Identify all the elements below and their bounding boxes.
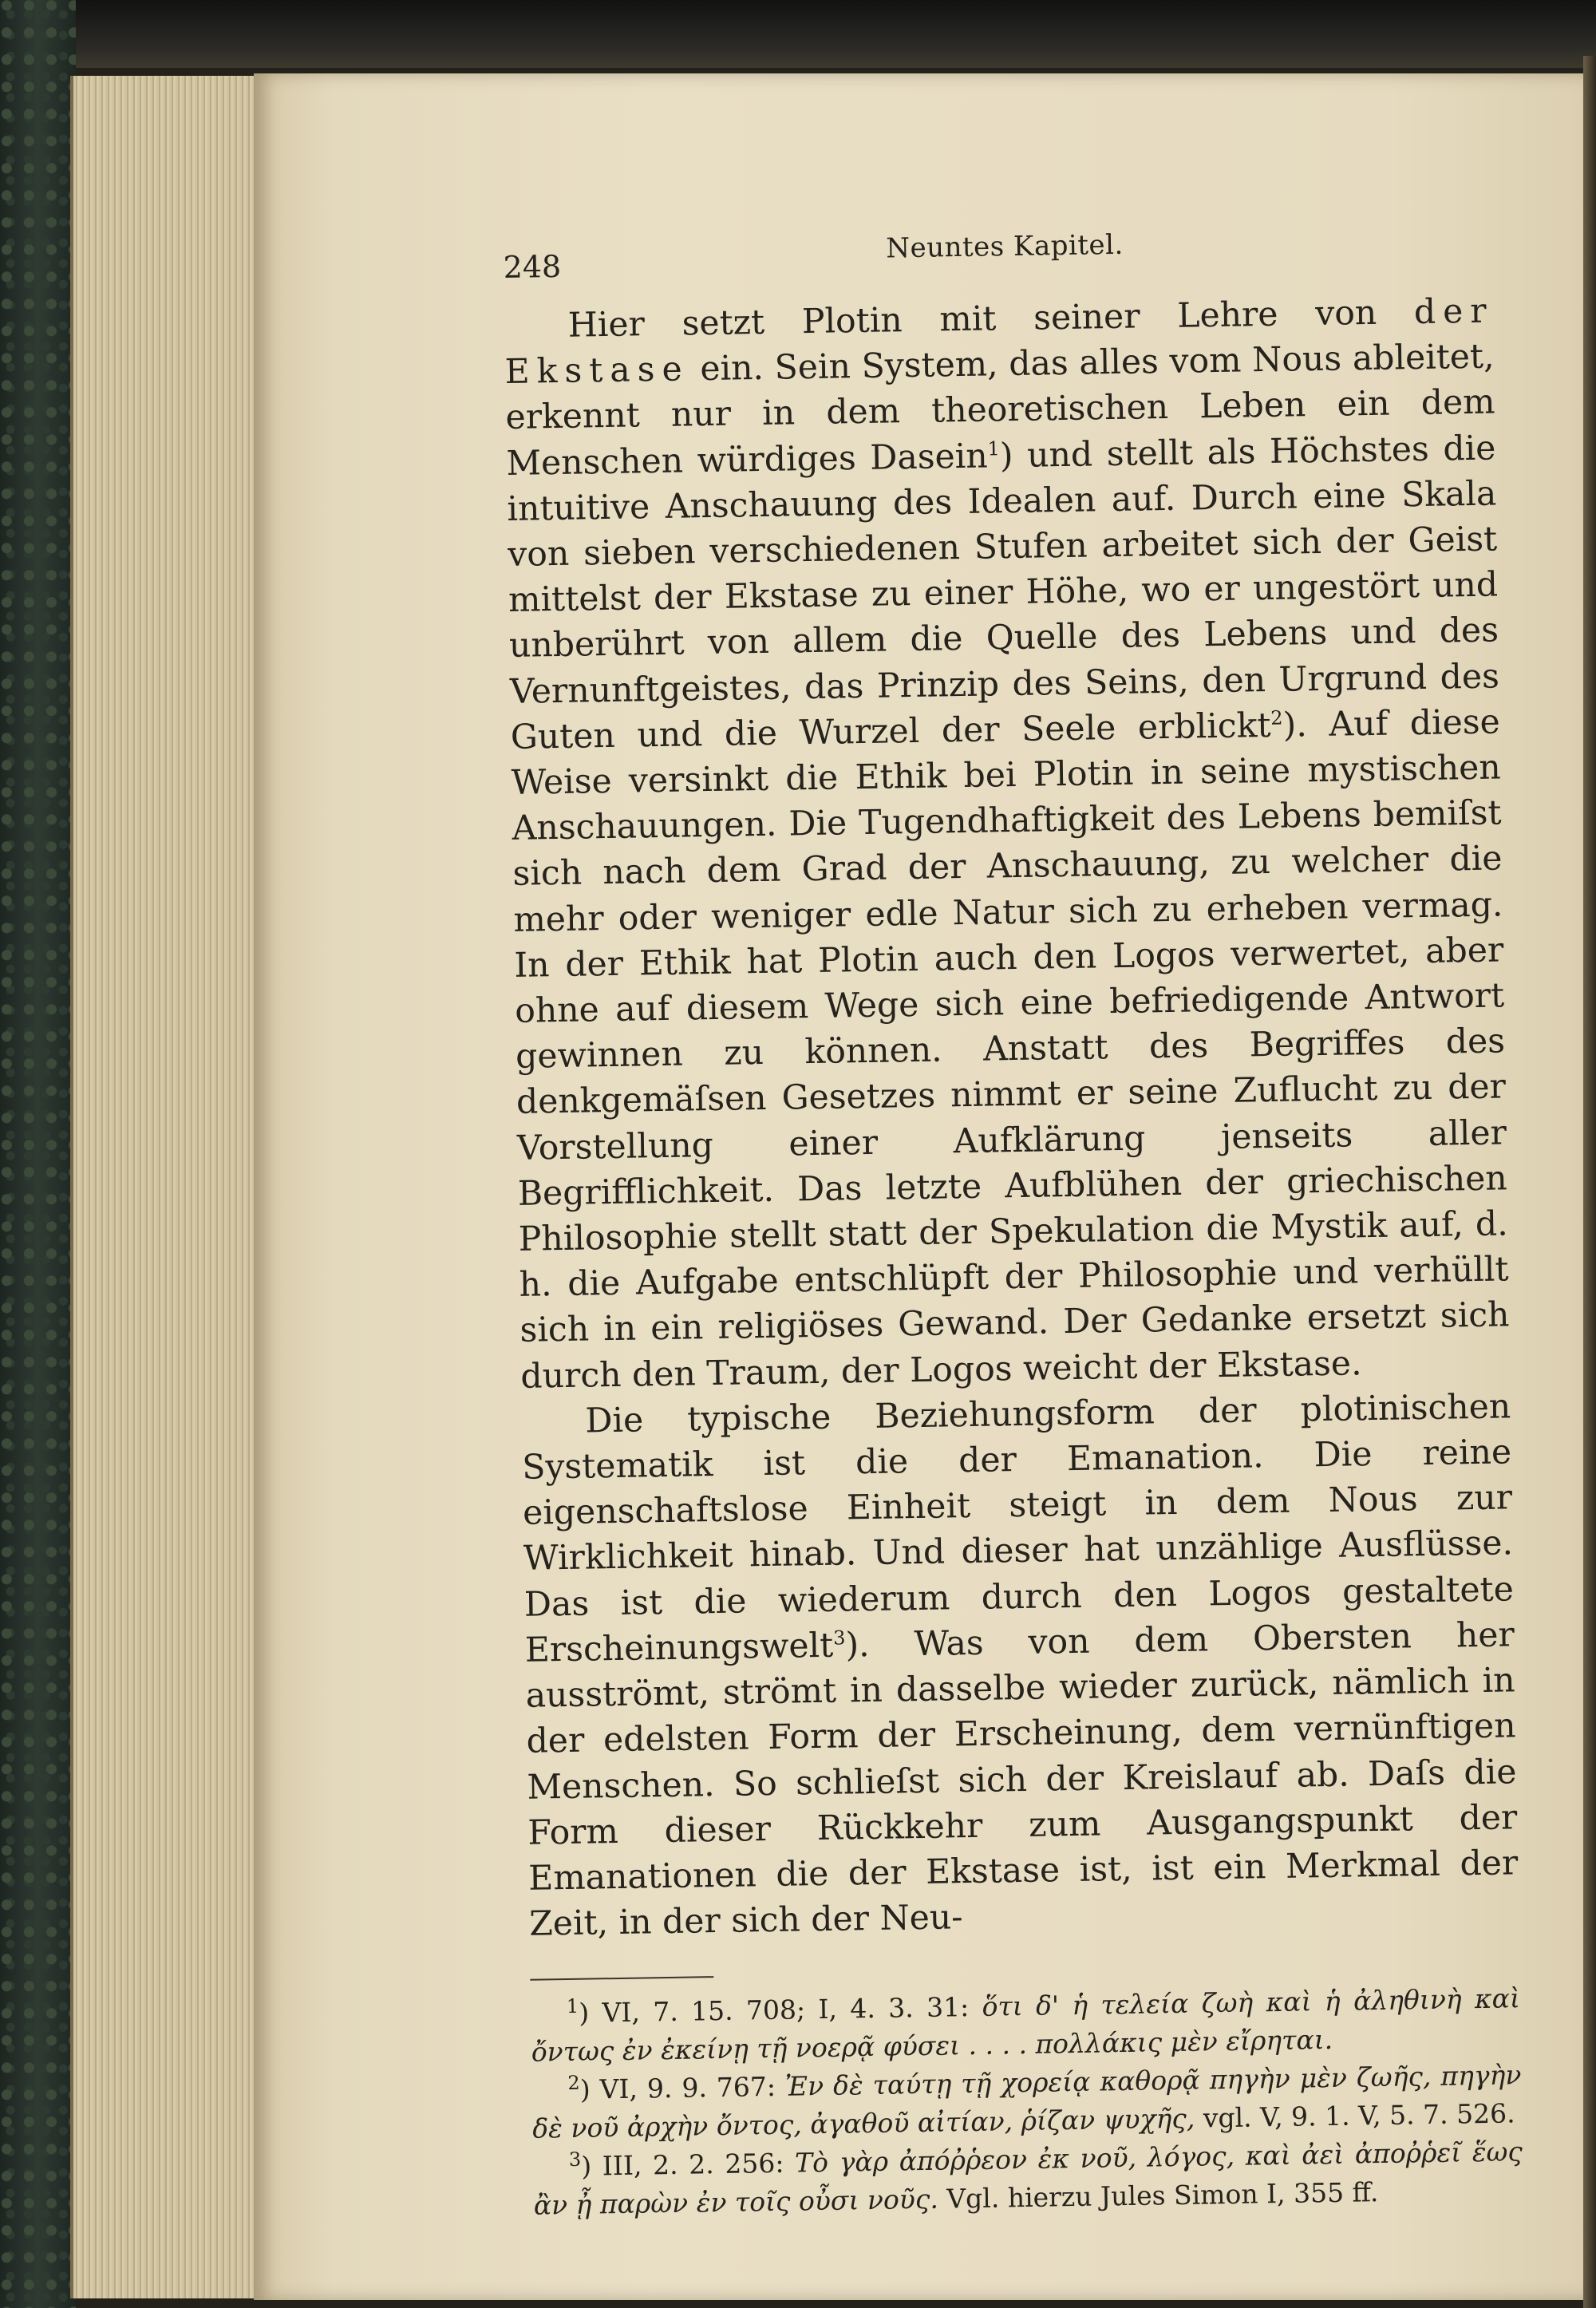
- page-content: [503, 220, 1523, 2225]
- text-run: ) und stellt als Höchstes die intuitive Anschauung des Idealen auf. Durch eine Skala von sieben verschiedenen Stufen arbeitet sich der Geist mittelst der Ekstase zu einer Höhe, wo er ungestört und unberührt von allem die Quelle des Lebens und des Vernunftgeistes, das Prinzip des Seins, den Urgrund des Guten und die Wurzel der Seele erblickt: [507, 429, 1500, 757]
- footnote-3: [533, 2133, 1523, 2225]
- emphasized-text: der Ekstase: [504, 291, 1495, 393]
- text-run: Hier setzt Plotin mit seiner Lehre von: [567, 293, 1377, 346]
- greek-quotation: Ἐν δὲ ταύτῃ τῇ χορείᾳ καθορᾷ πηγὴν μὲν ζωῆς, πηγὴν δὲ νοῦ ἀρχὴν ὄντος, ἀγαθοῦ αἰτίαν, ῥίζαν ψυχῆς,: [531, 2059, 1522, 2145]
- footnote-reference: ) VI, 9. 9. 767:: [579, 2071, 776, 2106]
- footnote-reference: ) VI, 7. 15. 708; I, 4. 3. 31:: [578, 1991, 970, 2029]
- text-run: ). Auf diese Weise versinkt die Ethik bei Plotin in seine mystischen Anschauungen. Die Tugendhaftigkeit des Lebens bemiſst sich nach dem Grad der Anschauung, zu welcher die mehr oder weniger edle Natur sich zu erheben vermag. In der Ethik hat Plotin auch den Logos verwertet, aber ohne auf diesem Wege sich eine befriedigende Antwort gewinnen zu können. Anstatt des Begriffes des denkgemäſsen Gesetzes nimmt er seine Zuflucht zu der Vorstellung einer Aufklärung jenseits aller Begrifflichkeit. Das letzte Aufblühen der griechischen Philosophie stellt statt der Spekulation die Mystik auf, d. h. die Aufgabe entschlüpft der Philosophie und verhüllt sich in ein religiöses Gewand. Der Gedanke ersetzt sich durch den Traum, der Logos weicht der Ekstase.: [511, 702, 1510, 1397]
- running-head: Neuntes Kapitel.: [886, 228, 1124, 265]
- paragraph-2: [521, 1384, 1519, 1947]
- text-run: ein. Sein System, das alles vom Nous ableitet, erkennt nur in dem theoretischen Leben ein dem Menschen würdiges Dasein: [505, 337, 1495, 484]
- footnote-reference: ) III, 2. 2. 256:: [580, 2148, 784, 2183]
- page-number: 248: [503, 248, 562, 285]
- footnote-number: 2: [567, 2072, 580, 2095]
- book-cover-marbled: [0, 0, 76, 2308]
- text-run: ). Was von dem Obersten her ausströmt, strömt in dasselbe wieder zurück, nämlich in der edelsten Form der Erscheinung, dem vernünftigen Menschen. So schlieſst sich der Kreislauf ab. Daſs die Form dieser Rückkehr zum Ausgangspunkt der Emanationen die der Ekstase ist, ist ein Merkmal der Zeit, in der sich der Neu-: [525, 1615, 1519, 1944]
- paragraph-1: [504, 289, 1510, 1400]
- body-text: [504, 289, 1519, 1948]
- footnote-marker-1[interactable]: 1: [987, 437, 1001, 460]
- footnote-marker-3[interactable]: 3: [832, 1626, 846, 1650]
- greek-quotation: ὅτι δ' ἡ τελεία ζωὴ καὶ ἡ ἀληθινὴ καὶ ὄντως ἐν ἐκείνῃ τῇ νοερᾷ φύσει . . . . πολλάκις μὲν εἴρηται.: [531, 1982, 1521, 2069]
- footnotes: [531, 1980, 1523, 2225]
- footnote-number: 1: [566, 1995, 579, 2018]
- book-cover-top: [0, 0, 1596, 68]
- footnote-number: 3: [568, 2148, 582, 2172]
- footnote-marker-2[interactable]: 2: [1270, 706, 1283, 729]
- text-run: Die typische Beziehungsform der plotinischen Systematik ist die der Emanation. Die reine eigenschaftslose Einheit steigt in dem Nous zur Wirklichkeit hinab. Und dieser hat unzählige Ausflüsse. Das ist die wiederum durch den Logos gestaltete Erscheinungswelt: [521, 1387, 1515, 1670]
- greek-quotation: Τὸ γὰρ ἀπόῤῥεον ἐκ νοῦ, λόγος, καὶ ἀεὶ ἀποῤῥεῖ ἕως ἂν ᾖ παρὼν ἐν τοῖς οὖσι νοῦς.: [533, 2136, 1523, 2222]
- footnote-divider: [530, 1976, 713, 1981]
- page-edges: [70, 76, 259, 2298]
- footnote-reference: vgl. V, 9. 1. V, 5. 7. 526.: [1203, 2097, 1515, 2134]
- page-right-edge: [1583, 56, 1596, 2308]
- footnote-reference: Vgl. hierzu Jules Simon I, 355 ff.: [946, 2176, 1379, 2215]
